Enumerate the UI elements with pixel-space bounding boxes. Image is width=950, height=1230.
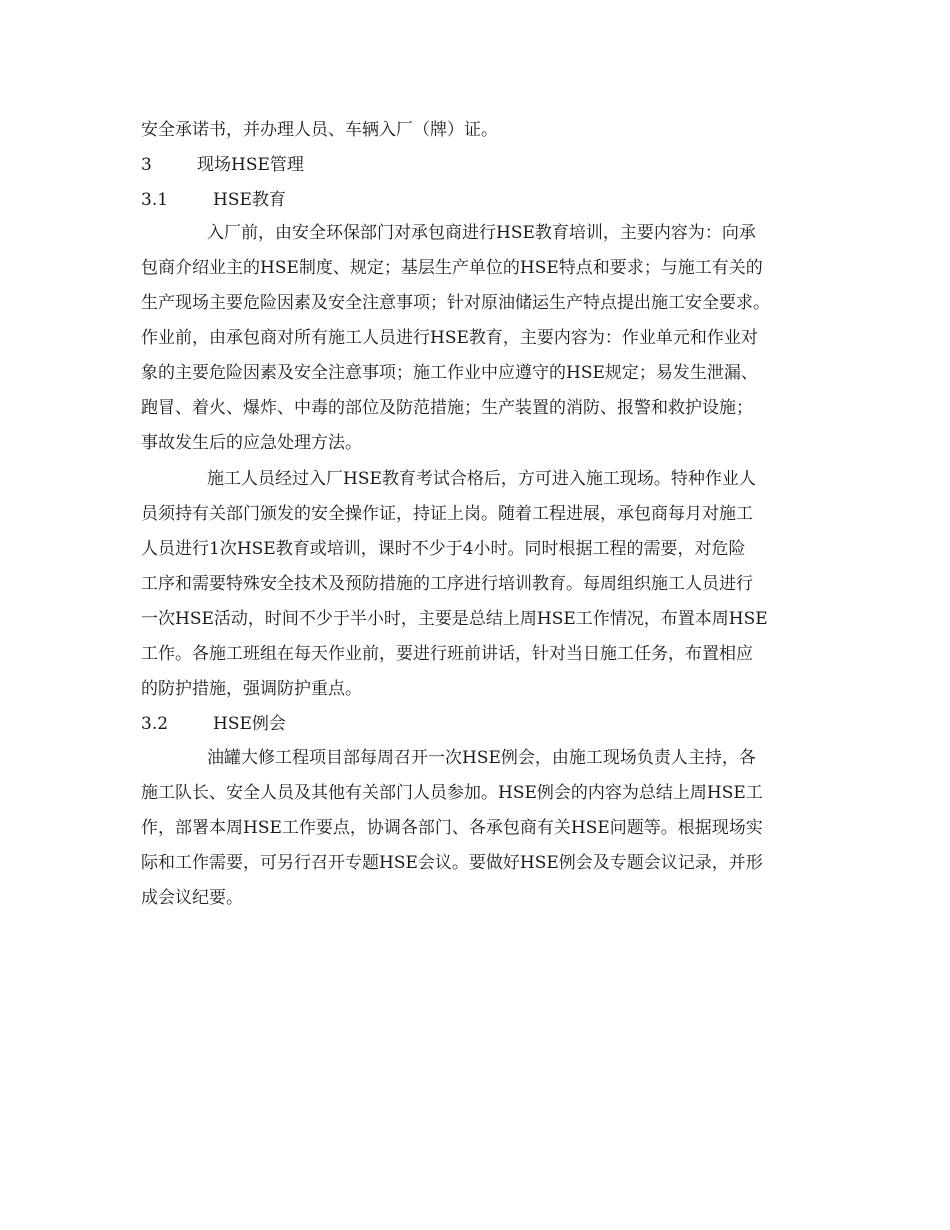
- section-title: HSE教育: [213, 190, 286, 210]
- paragraph-line: 际和工作需要，可另行召开专题HSE会议。要做好HSE例会及专题会议记录，并形: [141, 853, 763, 873]
- paragraph-line: 包商介绍业主的HSE制度、规定；基层生产单位的HSE特点和要求；与施工有关的: [141, 258, 763, 278]
- paragraph-line: 工序和需要特殊安全技术及预防措施的工序进行培训教育。每周组织施工人员进行: [141, 574, 753, 594]
- paragraph-line: 作业前，由承包商对所有施工人员进行HSE教育，主要内容为：作业单元和作业对: [141, 328, 758, 348]
- section-title: 现场HSE管理: [197, 155, 304, 175]
- paragraph-line: 油罐大修工程项目部每周召开一次HSE例会，由施工现场负责人主持，各: [207, 748, 756, 768]
- section-heading-3-2: [141, 714, 286, 734]
- paragraph-line: 跑冒、着火、爆炸、中毒的部位及防范措施；生产装置的消防、报警和救护设施；: [141, 398, 753, 418]
- paragraph-line: 的防护措施，强调防护重点。: [141, 679, 362, 699]
- paragraph-line: 施工人员经过入厂HSE教育考试合格后，方可进入施工现场。特种作业人: [207, 469, 756, 489]
- paragraph-line: 生产现场主要危险因素及安全注意事项；针对原油储运生产特点提出施工安全要求。: [141, 293, 770, 313]
- section-number: 3: [141, 155, 152, 175]
- paragraph-line: 成会议纪要。: [141, 888, 243, 908]
- section-heading-3: [141, 155, 304, 175]
- paragraph-line: 一次HSE活动，时间不少于半小时，主要是总结上周HSE工作情况，布置本周HSE: [141, 609, 768, 629]
- paragraph-line: 入厂前，由安全环保部门对承包商进行HSE教育培训，主要内容为：向承: [207, 223, 756, 243]
- section-number: 3.2: [141, 714, 169, 734]
- section-number: 3.1: [141, 190, 169, 210]
- paragraph-line: 员须持有关部门颁发的安全操作证，持证上岗。随着工程进展，承包商每月对施工: [141, 504, 753, 524]
- section-title: HSE例会: [213, 714, 286, 734]
- paragraph-line: 工作。各施工班组在每天作业前，要进行班前讲话，针对当日施工任务，布置相应: [141, 644, 753, 664]
- text-line: 安全承诺书，并办理人员、车辆入厂（牌）证。: [141, 120, 498, 140]
- paragraph-line: 事故发生后的应急处理方法。: [141, 433, 362, 453]
- paragraph-line: 施工队长、安全人员及其他有关部门人员参加。HSE例会的内容为总结上周HSE工: [141, 783, 763, 803]
- paragraph-line: 人员进行1次HSE教育或培训，课时不少于4小时。同时根据工程的需要，对危险: [141, 539, 746, 559]
- paragraph-line: 作，部署本周HSE工作要点，协调各部门、各承包商有关HSE问题等。根据现场实: [141, 818, 763, 838]
- section-heading-3-1: [141, 190, 286, 210]
- paragraph-line: 象的主要危险因素及安全注意事项；施工作业中应遵守的HSE规定；易发生泄漏、: [141, 363, 758, 383]
